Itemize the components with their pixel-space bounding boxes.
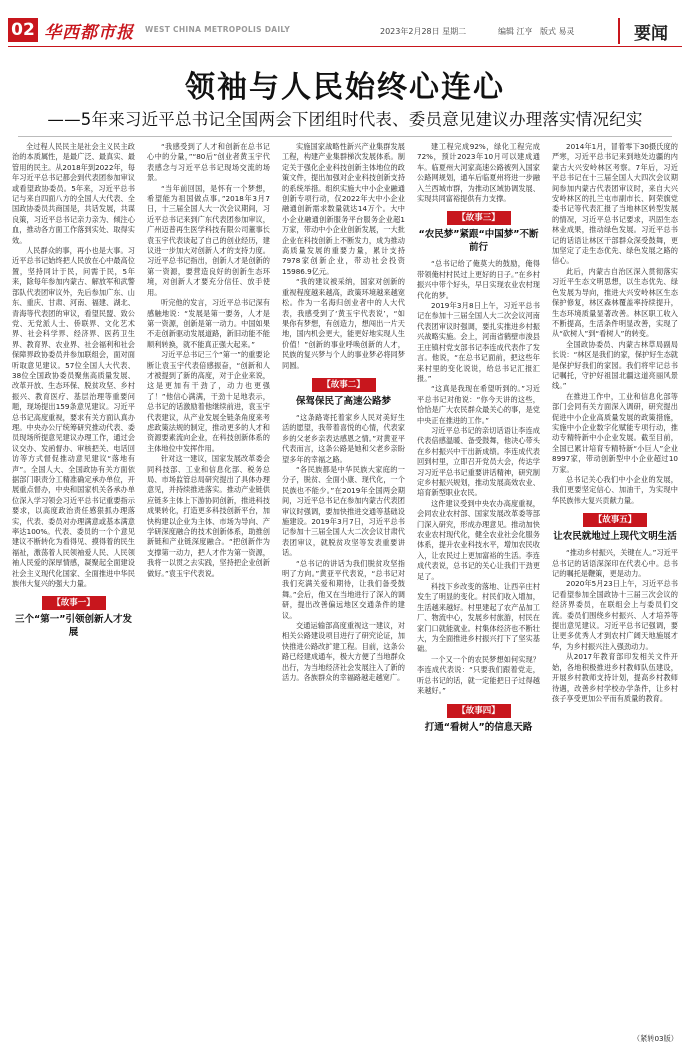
paragraph: “这真是我现在希望听到的。”习近平总书记对他说：“你今天讲的这些，恰恰是广大农民群众最关心的事，是党中央正在推进的工作。”	[417, 384, 540, 425]
continued-note: （紧转03版）	[632, 1034, 678, 1043]
paragraph: 听完他的发言，习近平总书记深有感触地说：“发展是第一要务，人才是第一资源，创新是第一动力。中国如果不走创新驱动发展道路，新旧动能不能顺利转换，就不能真正强大起来。”	[147, 298, 270, 349]
paper-english-name: WEST CHINA METROPOLIS DAILY	[145, 25, 291, 34]
headline-rule	[18, 136, 672, 137]
paragraph: 人民群众的事，再小也是大事。习近平总书记始终把人民放在心中最高位置，坚持同计于民，问需于民，5年来，除每年参加内蒙古、解放军和武警部队代表团审议外，先后参加广东、山东、重庆、甘肃、河南、福建、湖北、青海等代表团的审议，看望民盟、致公党、无党派人士、侨联界、文化艺术界、社会科学界、经济界、医药卫生界、教育界、农业界、社会福利和社会保障界政协委员并参加联组会，面对面听取意见建议。57位全国人大代表、38位全国政协委员聚焦高质量发展、改革开放、生态环保、脱贫攻坚、乡村振兴、教育医疗、基层治理等重要问题，现场提出159条意见建议。习近平总书记高度重视，要求有关方面认真办理。中央办公厅统筹研究推动代表、委员现场所提意见建议办理工作，通过会议交办、发函督办、审核把关、电话回访等方式督促推动意见建议“落地有声”。全国人大、全国政协有关方面依据部门职责分工精准确定承办单位，开展重点督办，中央和国家机关各承办单位深入学习领会习近平总书记重要指示要求，以高度政治责任感狠抓办理落实，代表、委员对办理满意或基本满意率达100%。代表、委员的一个个意见建议不断转化为看得见、摸得着的民生福祉，激荡着人民领袖爱人民、人民领袖人民爱的深厚情感，凝聚起全面建设社会主义现代化国家、全面推进中华民族伟大复兴的强大力量。	[12, 246, 135, 589]
paragraph: 实施国家战略性新兴产业集群发展工程，构建产业集群梯次发展体系。制定关于强化企业科技创新主体地位的政策文件，提出加强对企业科技创新支持的系统举措。组织实施大中小企业融通创新专项行动，仅2022年大中小企业融通创新需求数量就达14万个。大中小企业融通创新服务平台服务企业超1万家，带动中小企业创新发展，一大批企业在科技创新上不断发力，成为推动高质量发展的重要力量，累计支持7978家创新企业，带动社会投资15986.9亿元。	[282, 142, 405, 276]
paragraph: 交通运输部高度重视这一建议，对相关公路建设项目进行了研究论证，加快推进公路改扩建工程。目前，这条公路已经建成通车，极大方便了当地群众出行，为当地经济社会发展注入了新的活力。各族群众的幸福路越走越宽广。	[282, 621, 405, 683]
article-column-2	[147, 142, 270, 1042]
paragraph: 在推进工作中，工业和信息化部等部门会同有关方面深入调研，研究提出促进中小企业高质量发展的政策措施，实施中小企业数字化赋能专项行动，推动专精特新中小企业发展。截至目前，全国已累计培育专精特新“小巨人”企业8997家，带动创新型中小企业超过10万家。	[552, 391, 678, 474]
masthead	[0, 0, 690, 52]
story-tag-1: 【故事一】	[42, 596, 106, 610]
story-tag-4: 【故事四】	[447, 704, 511, 718]
story-title-1: 三个“第一”引领创新人才发展	[15, 614, 132, 639]
story-tag-3: 【故事三】	[447, 211, 511, 225]
paragraph: “总书记的讲话为我们脱贫攻坚指明了方向。”黄亚平代表说，“总书记对我们充满关爱和期待，让我们备受鼓舞。”会后，他又在当地进行了深入的调研，提出改善偏远地区交通条件的建议。	[282, 558, 405, 620]
story-title-5: 让农民就地过上现代文明生活	[553, 531, 677, 543]
paragraph: 习近平总书记三个“第一”的重要论断让袁玉宇代表倍感振奋，“创新和人才被提到了新的高度，对于企业来说，这是更加有干劲了，动力也更强了！”他信心满满，干劲十足地表示，总书记的话激励着他继续前进，袁玉宇代表建议，从产业发展全链条角度来考虑政策法规的制定，推动更多的人才和资源要素流向企业，在科技创新体系的主体地位中发挥作用。	[147, 350, 270, 453]
paragraph: “当年前回国，是怀有一个梦想，希望能为祖国做点事。”2018年3月7日，十三届全国人大一次会议期间，习近平总书记来到广东代表团参加审议，广州迈普再生医学科技有限公司董事长袁玉宇代表谈起了自己的创业经历，建议进一步加大对创新人才的支持力度。习近平总书记指出，创新人才是创新的第一资源，要营造良好的创新生态环境，对创新人才要充分信任、放手使用。	[147, 183, 270, 297]
story-title-4: 打通“看树人”的信息天路	[424, 721, 533, 733]
paragraph: 这件建议受到中央农办高度重视，会同农业农村部、国家发展改革委等部门深入研究，形成办理意见。推动加快农业农村现代化，健全农业社会化服务体系，提升农业科技水平，增加农民收入，让农民过上更加富裕的生活。李连成代表说，总书记的关心让我们干劲更足了。	[417, 498, 540, 581]
article-headline: 领袖与人民始终心连心	[185, 70, 505, 105]
article-column-1	[12, 142, 135, 1042]
designer-credit: 版式 易灵	[540, 27, 575, 36]
paragraph: 针对这一建议，国家发展改革委会同科技部、工业和信息化部、税务总局、市场监管总局研究提出了具体办理意见，并持续推进落实。推动产业链供应链多主体上下游协同创新，推进科技成果转化，打造更多科技创新平台，加快构建以企业为主体、市场为导向、产学研深度融合的技术创新体系，助推创新链和产业链深度融合。“把创新作为支撑第一动力，把人才作为第一资源，我将一以贯之去实践，坚持把企业创新做好。”袁玉宇代表说。	[147, 454, 270, 578]
story-tag-2: 【故事二】	[312, 378, 376, 392]
page-number: 02	[8, 18, 38, 42]
paragraph: 习近平总书记的亲切话语让李连成代表倍感温暖、备受鼓舞，他决心带头在乡村振兴中干出新成绩。李连成代表回到村里，立即召开党员大会，传达学习习近平总书记重要讲话精神，研究制定乡村振兴规划，推动发展高效农业、培育新型职业农民。	[417, 425, 540, 498]
article-column-3	[282, 142, 405, 1042]
paragraph: 2020年5月23日上午，习近平总书记看望参加全国政协十三届三次会议的经济界委员，在联组会上与委员们交流。委员们围绕乡村振兴、人才培养等提出意见建议。习近平总书记强调，要让更多优秀人才到农村广阔天地施展才华，为乡村振兴注入强劲动力。	[552, 579, 678, 651]
paragraph: “各民族都是中华民族大家庭的一分子，脱贫、全面小康、现代化，一个民族也不能少。”在2019年全国两会期间，习近平总书记在参加内蒙古代表团审议时强调，要加快推进交通等基础设施建设。2019年3月7日，习近平总书记参加十三届全国人大二次会议甘肃代表团审议，就脱贫攻坚等发表重要讲话。	[282, 464, 405, 558]
header-rule	[8, 46, 682, 47]
story-title-3: “农民梦”紧跟“中国梦”不断前行	[418, 229, 539, 254]
paragraph: 全国政协委员、内蒙古林草局副局长说：“林区是我们的家，保护好生态就是保护好我们的家园。我们将牢记总书记嘱托，守护好祖国北疆这道亮丽风景线。”	[552, 339, 678, 391]
article-subheadline: ——5年来习近平总书记全国两会下团组时代表、委员意见建议办理落实情况纪实	[47, 110, 643, 129]
paragraph: “这条路寄托着家乡人民对美好生活的愿望，我带着喜悦的心情，代表家乡的父老乡亲表达感恩之情。”对黄亚平代表而言，这条公路是她和父老乡亲盼望多年的幸福之路。	[282, 412, 405, 464]
story-tag-5: 【故事五】	[583, 513, 647, 527]
paragraph: 总书记关心我们中小企业的发展，我们更要坚定信心、加油干，为实现中华民族伟大复兴贡献力量。	[552, 475, 678, 505]
section-label: 要闻	[618, 18, 682, 44]
paragraph: 一个又一个的农民梦想如何实现？李连成代表说：“只要我们跟着党走，听总书记的话，就一定能把日子过得越来越好。”	[417, 654, 540, 696]
paragraph: 此后，内蒙古自治区深入贯彻落实习近平生态文明思想，以生态优先、绿色发展为导向，推进大兴安岭林区生态保护修复，林区森林覆盖率持续提升，生态环境质量显著改善。林区职工收入不断提高，生活条件明显改善，实现了从“砍树人”到“看树人”的转变。	[552, 266, 678, 339]
paragraph: 建工程完成92%，绿化工程完成72%，预计2023年10月可以建成通车。临夏州大河家高速公路被列入国家公路网规划，通车后临夏州将进一步融入兰西城市群，为推动区域协调发展、实现共同富裕提供有力支撑。	[417, 142, 540, 204]
paragraph: “推动乡村振兴，关键在人。”习近平总书记的话语深深印在代表心中。总书记的嘱托是鞭策，更是动力。	[552, 548, 678, 579]
editor-credit: 编辑 江亨	[498, 27, 533, 36]
story-title-2: 保驾保民了高速公路梦	[295, 395, 391, 407]
paragraph: 从2017年教育部印发相关文件开始，各地积极推进乡村教师队伍建设，开展乡村教师支持计划，提高乡村教师待遇，改善乡村学校办学条件，让乡村孩子享受更加公平而有质量的教育。	[552, 652, 678, 703]
paragraph: “我感受到了人才和创新在总书记心中的分量，”“80后”创业者黄玉宇代表感念与习近平总书记现场交流的场景。	[147, 142, 270, 183]
paper-name-logo: 华西都市报	[44, 23, 134, 43]
paragraph: “我的建议被采纳，国家对创新的重视程度越来越高，政策环境越来越宽松。作为一名海归创业者中的人大代表，我感受到了‘黄玉宇代表说’，“如果你有梦想，有创造力，想闯出一片天地，国内机会更大，能更好地实现人生价值！”创新的事业呼唤创新的人才，民族的复兴梦与个人的事业梦必将同梦同圆。	[282, 277, 405, 370]
issue-date: 2023年2月28日 星期二	[380, 27, 467, 36]
paragraph: 2014年1月，冒着零下30摄氏度的严寒，习近平总书记来到地处边疆的内蒙古大兴安岭林区考察。7年后，习近平总书记在十三届全国人大四次会议期间参加内蒙古代表团审议时，来自大兴安岭林区的扎兰屯市副市长、阿荣旗党委书记等代表汇报了当地林区转型发展的情况，习近平总书记要求，巩固生态林业成果，推动绿色发展。习近平总书记的话语让林区干部群众深受鼓舞，更加坚定了走生态优先、绿色发展之路的信心。	[552, 142, 678, 266]
paragraph: 全过程人民民主是社会主义民主政治的本质属性，是最广泛、最真实、最管用的民主。从2018年到2022年，每年习近平总书记都会到代表团参加审议或看望政协委员。5年来，习近平总书记与来自四面八方的全国人大代表、全国政协委员共商国是，共话发展，共谋良策，习近平总书记亲力亲为、倾注心血，推动各方面工作落到实处、取得实效。	[12, 142, 135, 245]
paragraph: 科技下乡改变的落地、让西辛庄村发生了明显的变化。村民们收入增加，生活越来越好。村里建起了农产品加工厂、物流中心，发展乡村旅游，村民在家门口就能就业。村集体经济也不断壮大，为全面推进乡村振兴打下了坚实基础。	[417, 582, 540, 654]
article-column-5	[552, 142, 678, 1042]
article-column-4	[417, 142, 540, 1042]
paragraph: 2019年3月8日上午，习近平总书记在参加十三届全国人大二次会议河南代表团审议时强调，要扎实推进乡村振兴战略实施。会上，河南省鹤壁市浚县王庄镇村党支部书记李连成代表作了发言。他说，“在总书记面前，把这些年来村里的变化说说，给总书记汇报汇报。”	[417, 301, 540, 383]
paragraph: “总书记给了俺莫大的鼓励，俺得带领俺村村民过上更好的日子。”在乡村振兴中带个好头，早日实现农业农村现代化的梦。	[417, 259, 540, 300]
